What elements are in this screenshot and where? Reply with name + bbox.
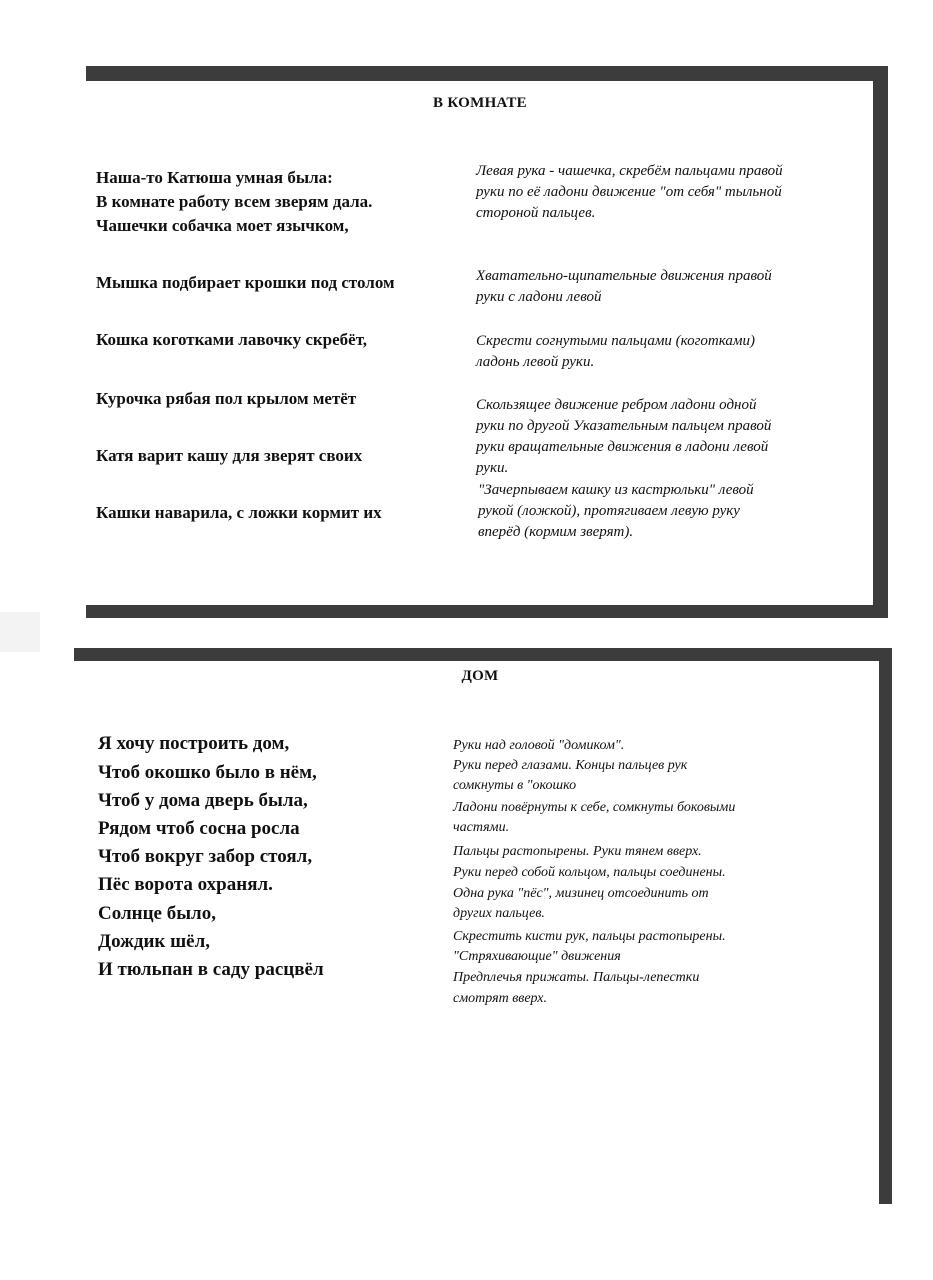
gesture-note: Скользящее движение ребром ладони одной <box>476 397 757 413</box>
verse-line: В комнате работу всем зверям дала. <box>96 192 373 211</box>
card-border-top <box>74 648 892 661</box>
gesture-note: руки с ладони левой <box>476 289 602 305</box>
verse-line: Курочка рябая пол крылом метёт <box>96 389 357 408</box>
gesture-note: Хватательно-щипательные движения правой <box>476 268 772 284</box>
verse-line: Чашечки собачка моет язычком, <box>96 216 349 235</box>
verse-line: Кошка коготками лавочку скребёт, <box>96 330 368 349</box>
card-border-right <box>873 66 888 618</box>
gesture-note: частями. <box>453 820 510 835</box>
verse-line: Мышка подбирает крошки под столом <box>96 273 395 292</box>
verse-line: Кашки наварила, с ложки кормит их <box>96 503 382 522</box>
gesture-note: Левая рука - чашечка, скребём пальцами правой <box>476 163 783 179</box>
gesture-note: Ладони повёрнуты к себе, сомкнуты боковыми <box>453 800 736 815</box>
verse-line: И тюльпан в саду расцвёл <box>98 959 324 980</box>
verse-line: Солнце было, <box>98 903 216 924</box>
gesture-note: Скрестить кисти рук, пальцы растопырены. <box>453 929 726 944</box>
gesture-note: руки по её ладони движение "от себя" тыльной <box>476 184 782 200</box>
gesture-note: Скрести согнутыми пальцами (коготками) <box>476 333 755 349</box>
gesture-note: вперёд (кормим зверят). <box>478 524 634 540</box>
gesture-note: Одна рука "пёс", мизинец отсоединить от <box>453 886 709 901</box>
gesture-note: стороной пальцев. <box>476 205 596 221</box>
gesture-note: Руки перед собой кольцом, пальцы соединены. <box>453 865 726 880</box>
verse-line: Чтоб окошко было в нём, <box>98 762 317 783</box>
verse-line: Чтоб у дома дверь была, <box>98 790 308 811</box>
card-house <box>74 648 892 1204</box>
verse-line: Катя варит кашу для зверят своих <box>96 446 363 465</box>
gesture-note: "Зачерпываем кашку из кастрюльки" левой <box>478 482 754 498</box>
gesture-note: руки. <box>476 460 509 476</box>
card-title: ДОМ <box>461 668 499 684</box>
verse-line: Я хочу построить дом, <box>98 733 290 754</box>
card-title: В КОМНАТЕ <box>433 95 527 111</box>
verse-line: Рядом чтоб сосна росла <box>98 818 300 839</box>
gesture-note: руки по другой Указательным пальцем правой <box>476 418 772 434</box>
scan-artifact <box>0 612 40 652</box>
verse-line: Дождик шёл, <box>98 931 211 952</box>
gesture-note: Руки перед глазами. Концы пальцев рук <box>453 758 688 773</box>
gesture-note: других пальцев. <box>453 906 545 921</box>
gesture-note: Предплечья прижаты. Пальцы-лепестки <box>453 970 700 985</box>
gesture-note: Руки над головой "домиком". <box>453 738 625 753</box>
gesture-note: сомкнуты в "окошко <box>453 778 577 793</box>
verse-line: Пёс ворота охранял. <box>98 874 273 895</box>
verse-line: Чтоб вокруг забор стоял, <box>98 846 313 867</box>
card-border-right <box>879 648 892 1204</box>
card-border-top <box>86 66 888 81</box>
gesture-note: ладонь левой руки. <box>476 354 595 370</box>
gesture-note: "Стряхивающие" движения <box>453 949 621 964</box>
verse-line: Наша-то Катюша умная была: <box>96 168 333 187</box>
gesture-note: смотрят вверх. <box>453 991 547 1006</box>
gesture-note: рукой (ложкой), протягиваем левую руку <box>478 503 740 519</box>
card-border-bottom <box>86 605 888 618</box>
gesture-note: руки вращательные движения в ладони левой <box>476 439 769 455</box>
gesture-note: Пальцы растопырены. Руки тянем вверх. <box>453 844 702 859</box>
